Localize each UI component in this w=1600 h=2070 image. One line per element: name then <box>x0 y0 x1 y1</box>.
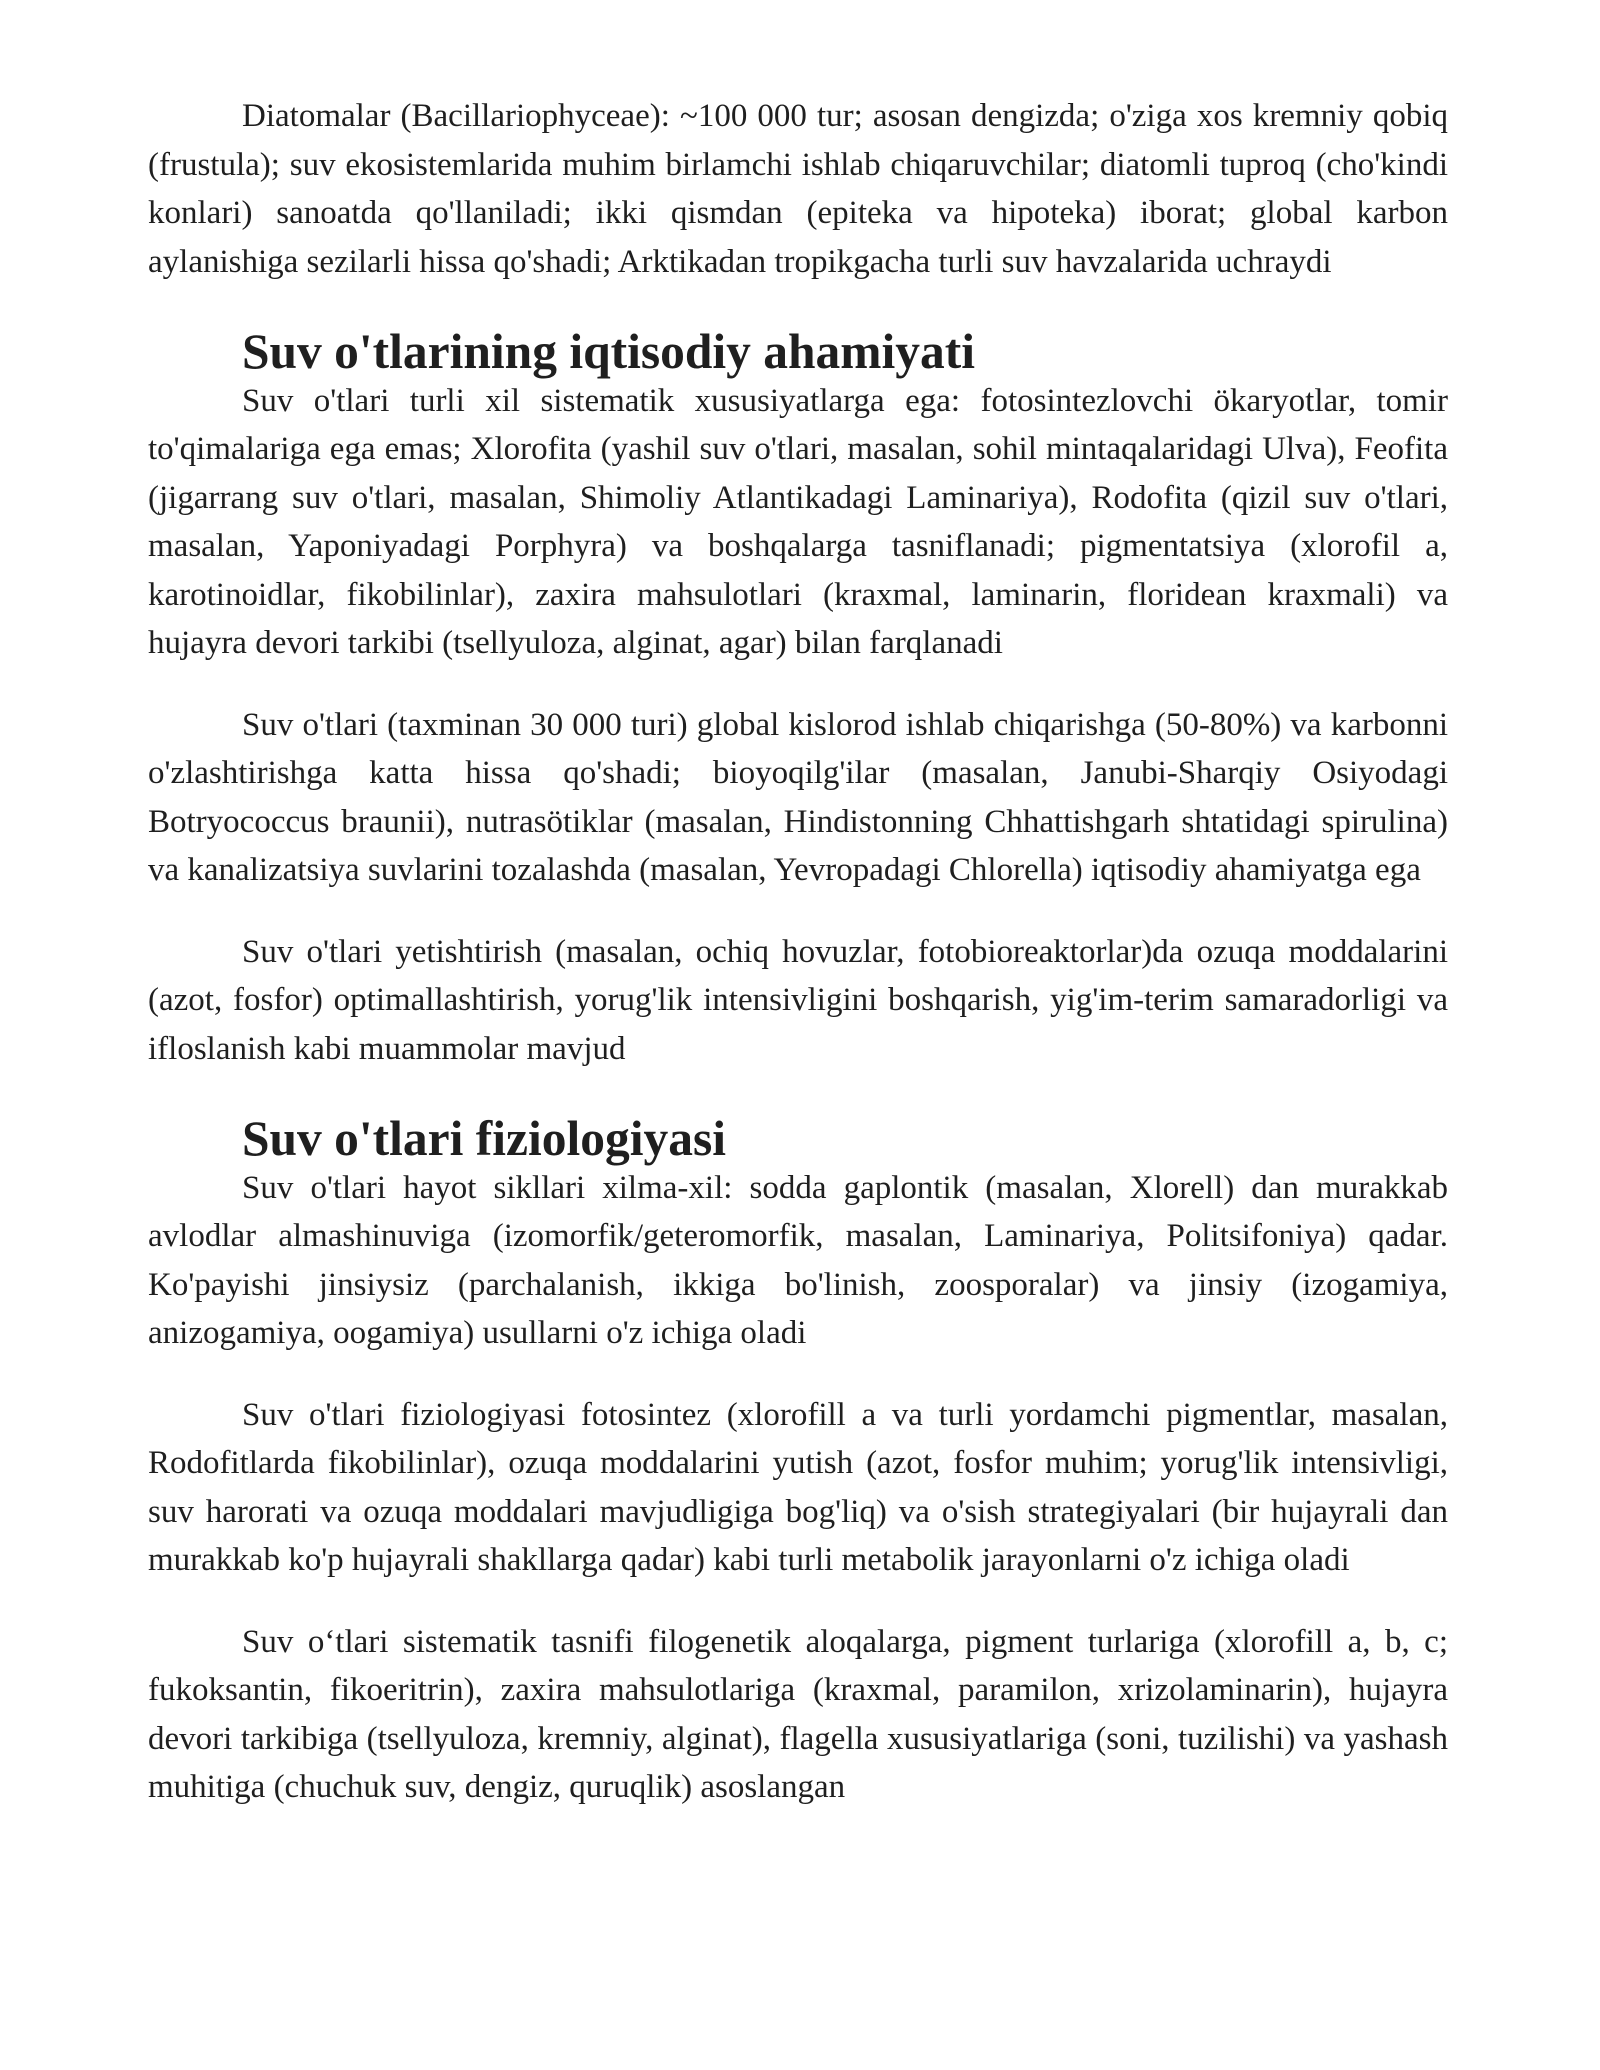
paragraph-diatoms: Diatomalar (Bacillariophyceae): ~100 000 tur; asosan dengizda; o'ziga xos kremniy qobiq (frustula); suv ekosistemlarida muhim birlamchi ishlab chiqaruvchilar; diatomli tuproq (cho'kindi konlari) sanoatda qo'llaniladi; ikki qismdan (epiteka va hipoteka) iborat; global karbon aylanishiga sezilarli hissa qo'shadi; Arktikadan tropikgacha turli suv havzalarida uchraydi <box>148 98 1448 280</box>
paragraph-systematic-features: Suv o'tlari turli xil sistematik xususiyatlarga ega: fotosintezlovchi ökaryotlar, tomir to'qimalariga ega emas; Xlorofita (yashil suv o'tlari, masalan, sohil mintaqalaridagi Ulva), Feofita (jigarrang suv o'tlari, masalan, Shimoliy Atlantikadagi Laminariya), Rodofita (qizil suv o'tlari, masalan, Yaponiyadagi Porphyra) va boshqalarga tasniflanadi; pigmentatsiya (xlorofil a, karotinoidlar, fikobilinlar), zaxira mahsulotlari (kraxmal, laminarin, floridean kraxmali) va hujayra devori tarkibi (tsellyuloza, alginat, agar) bilan farqlanadi <box>148 382 1448 661</box>
paragraph-life-cycles: Suv o'tlari hayot sikllari xilma-xil: sodda gaplontik (masalan, Xlorell) dan murakkab avlodlar almashinuviga (izomorfik/geteromorfik, masalan, Laminariya, Politsifoniya) qadar. Ko'payishi jinsiysiz (parchalanish, ikkiga bo'linish, zoosporalar) va jinsiy (izogamiya, anizogamiya, oogamiya) usullarni o'z ichiga oladi <box>148 1169 1448 1351</box>
document-page <box>148 92 1448 1812</box>
paragraph-physiology-photosynthesis: Suv o'tlari fiziologiyasi fotosintez (xlorofill a va turli yordamchi pigmentlar, masalan, Rodofitlarda fikobilinlar), ozuqa moddalarini yutish (azot, fosfor muhim; yorug'lik intensivligi, suv harorati va ozuqa moddalari mavjudligiga bog'liq) va o'sish strategiyalari (bir hujayrali dan murakkab ko'p hujayrali shakllarga qadar) kabi turli metabolik jarayonlarni o'z ichiga oladi <box>148 1396 1448 1578</box>
section-heading-physiology: Suv o'tlari fiziologiyasi <box>242 1111 727 1166</box>
section-heading-economic-importance: Suv o'tlarining iqtisodiy ahamiyati <box>242 324 976 379</box>
paragraph-systematic-classification: Suv o‘tlari sistematik tasnifi filogenetik aloqalarga, pigment turlariga (xlorofill a, b, c; fukoksantin, fikoeritrin), zaxira mahsulotlariga (kraxmal, paramilon, xrizolaminarin), hujayra devori tarkibiga (tsellyuloza, kremniy, alginat), flagella xususiyatlariga (soni, tuzilishi) va yashash muhitiga (chuchuk suv, dengiz, quruqlik) asoslangan <box>148 1623 1448 1805</box>
paragraph-cultivation-problems: Suv o'tlari yetishtirish (masalan, ochiq hovuzlar, fotobioreaktorlar)da ozuqa moddalarini (azot, fosfor) optimallashtirish, yorug'lik intensivligini boshqarish, yig'im-terim samaradorligi va ifloslanish kabi muammolar mavjud <box>148 933 1448 1067</box>
paragraph-oxygen-production: Suv o'tlari (taxminan 30 000 turi) global kislorod ishlab chiqarishga (50-80%) va karbonni o'zlashtirishga katta hissa qo'shadi; bioyoqilg'ilar (masalan, Janubi-Sharqiy Osiyodagi Botryococcus braunii), nutrasötiklar (masalan, Hindistonning Chhattishgarh shtatidagi spirulina) va kanalizatsiya suvlarini tozalashda (masalan, Yevropadagi Chlorella) iqtisodiy ahamiyatga ega <box>148 706 1448 888</box>
